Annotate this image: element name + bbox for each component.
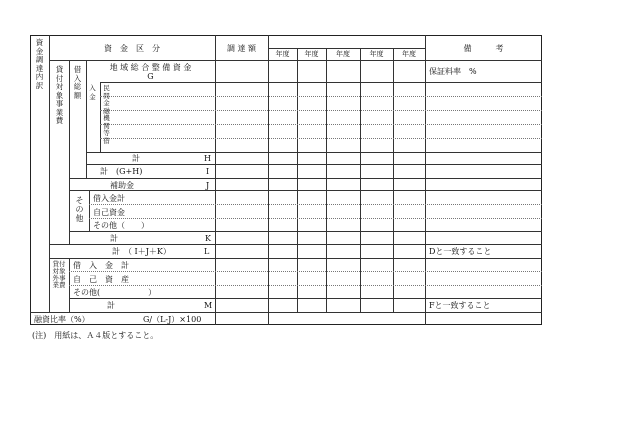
total-k-label: 計: [110, 234, 118, 243]
header-year-5: 年度: [402, 50, 416, 58]
hline: [49, 60, 542, 61]
vline: [360, 48, 361, 312]
non-subject-row-2: 自 己 資 産: [73, 275, 129, 284]
other-row-2: 自己資金: [93, 208, 125, 217]
regional-fund-code: G: [147, 72, 154, 81]
subtotal-h-label: 計: [132, 154, 140, 163]
hline: [69, 298, 542, 299]
hline-dotted: [100, 124, 542, 125]
hline-dotted: [100, 96, 542, 97]
hline: [49, 244, 542, 245]
remark-f: Fと一致すること: [429, 301, 491, 310]
private-lender-label: 民間金融機関等借: [103, 84, 110, 145]
ratio-label: 融資比率（%）: [34, 315, 90, 324]
ratio-formula: G/（L-J）×100: [143, 315, 202, 324]
hline: [30, 312, 542, 313]
total-i-label: 計 (G+H): [100, 167, 143, 176]
sidebar-title: 資金調達内訳: [35, 38, 44, 90]
other-group-label: その他: [75, 196, 84, 223]
hline: [268, 48, 425, 49]
total-m-label: 計: [107, 301, 115, 310]
code-i: I: [206, 167, 210, 176]
non-subject-row-3: その他( ）: [73, 288, 157, 297]
vline: [100, 82, 101, 152]
code-j: J: [206, 181, 210, 190]
header-year-1: 年度: [275, 50, 290, 58]
hline: [100, 82, 542, 83]
remark-guarantee: 保証料率 %: [429, 67, 477, 76]
hline: [86, 152, 542, 153]
hline: [69, 178, 542, 179]
hline: [49, 258, 542, 259]
hline-dotted: [69, 285, 542, 286]
vline: [89, 190, 90, 231]
group-borrow-label: 借入総額: [73, 65, 82, 100]
vline: [393, 48, 394, 312]
hline-dotted: [89, 218, 542, 219]
vline: [215, 35, 216, 325]
vline: [297, 48, 298, 312]
hline: [69, 231, 542, 232]
header-category: 資 金 区 分: [104, 44, 160, 53]
header-year-3: 年度: [336, 50, 350, 58]
hline: [86, 164, 542, 165]
header-year-2: 年度: [304, 50, 319, 58]
non-subject-label: 貸付対象外事業費: [52, 260, 66, 289]
header-amount: 調 達 額: [226, 44, 257, 53]
header-year-4: 年度: [369, 50, 384, 58]
footnote: (注) 用紙は、Ａ４版とすること。: [32, 331, 159, 340]
subsidy-label: 補助金: [110, 181, 134, 190]
hline-dotted: [100, 138, 542, 139]
non-subject-row-1: 借 入 金 計: [73, 261, 129, 270]
remark-d: Dと一致すること: [429, 247, 492, 256]
other-row-1: 借入金計: [93, 194, 125, 203]
hline-dotted: [69, 271, 542, 272]
vline: [69, 60, 70, 244]
vline: [326, 48, 327, 312]
total-l-label: 計 （ I＋J＋K）: [112, 247, 171, 256]
vline: [268, 35, 269, 325]
vline: [425, 35, 426, 325]
hline-dotted: [89, 204, 542, 205]
vline: [49, 35, 50, 312]
code-h: H: [204, 154, 211, 163]
loan-label: 入金: [89, 84, 96, 101]
code-l: L: [204, 247, 210, 256]
hline: [69, 190, 542, 191]
regional-fund-label: 地 域 総 合 整 備 資 金: [109, 63, 192, 72]
hline-dotted: [100, 110, 542, 111]
code-k: K: [205, 234, 211, 243]
code-m: M: [204, 301, 213, 310]
group-subject-label: 貸付対象事業費: [55, 65, 64, 125]
other-row-3: その他（ ）: [93, 221, 149, 230]
header-remarks: 備 考: [463, 44, 504, 53]
